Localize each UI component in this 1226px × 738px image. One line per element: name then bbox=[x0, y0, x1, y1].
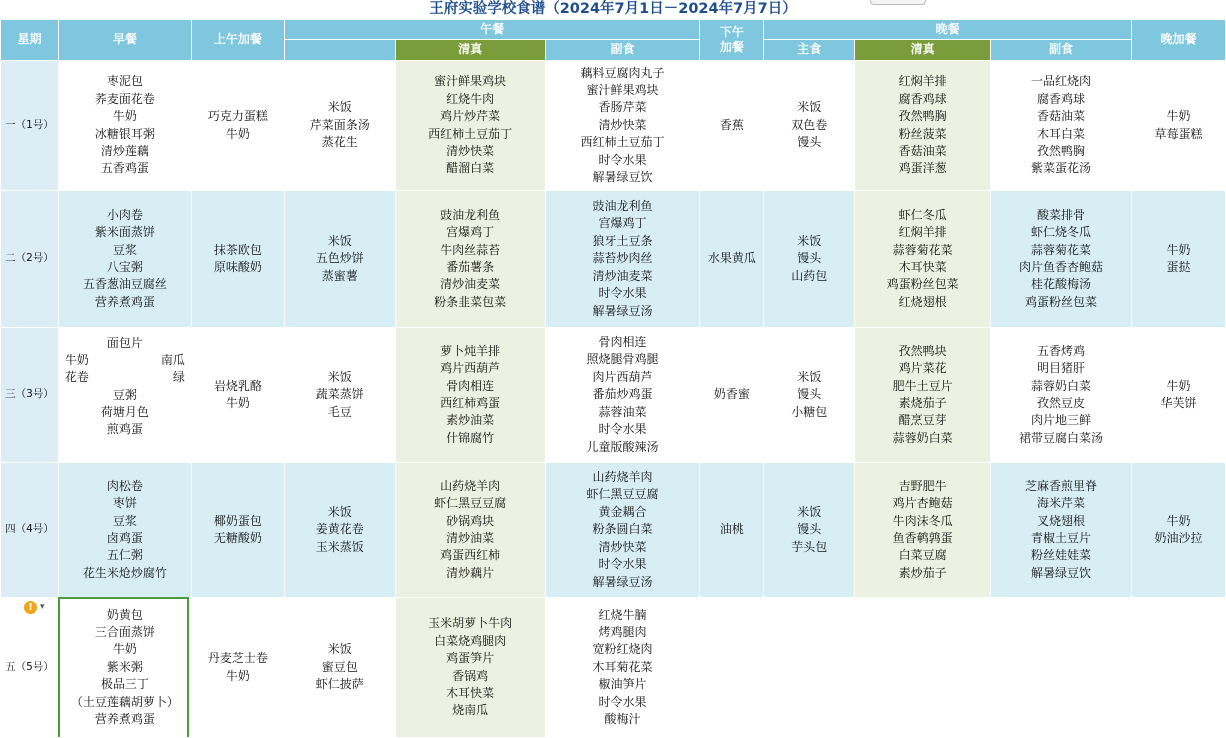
menu-table bbox=[0, 19, 1226, 738]
warning-icon[interactable]: ! bbox=[24, 601, 37, 614]
dinner-side-cell[interactable]: 酸菜排骨 虾仁烧冬瓜 蒜蓉菊花菜 肉片鱼香杏鲍菇 桂花酸梅汤 鸡蛋粉丝包菜 bbox=[991, 191, 1132, 328]
dinner-halal-cell[interactable]: 孜然鸭块 鸡片菜花 肥牛土豆片 素烧茄子 醋烹豆芽 蒜蓉奶白菜 bbox=[855, 328, 991, 463]
table-row bbox=[1, 328, 1226, 463]
header-dinner-halal: 清真 bbox=[855, 40, 991, 61]
lunch-side-cell[interactable]: 山药烧羊肉 虾仁黑豆豆腐 黄金耦合 粉条圆白菜 清炒快菜 时令水果 解暑绿豆汤 bbox=[545, 463, 700, 598]
dinner-halal-cell[interactable]: 虾仁冬瓜 红焖羊排 蒜蓉菊花菜 木耳快菜 鸡蛋粉丝包菜 红烧翅根 bbox=[855, 191, 991, 328]
top-toolbar-button[interactable] bbox=[870, 0, 926, 5]
evening-snack-cell[interactable]: 牛奶 蛋挞 bbox=[1132, 191, 1226, 328]
breakfast-cell[interactable]: 奶黄包 三合面蒸饼 牛奶 紫米粥 极品三丁 （土豆莲藕胡萝卜） 营养煮鸡蛋 bbox=[58, 598, 191, 738]
lunch-staple-cell[interactable]: 米饭 五色炒饼 蒸蜜薯 bbox=[284, 191, 395, 328]
morning-snack-cell[interactable]: 抹茶欧包 原味酸奶 bbox=[191, 191, 284, 328]
lunch-halal-cell[interactable]: 蜜汁鲜果鸡块 红烧牛肉 鸡片炒芹菜 西红柿土豆茄丁 清炒快菜 醋溜白菜 bbox=[395, 61, 545, 191]
morning-snack-cell[interactable]: 椰奶蛋包 无糖酸奶 bbox=[191, 463, 284, 598]
dinner-staple-cell[interactable]: 米饭 馒头 芋头包 bbox=[764, 463, 855, 598]
lunch-halal-cell[interactable]: 豉油龙利鱼 宫爆鸡丁 牛肉丝蒜苔 番茄薯条 清炒油麦菜 粉条韭菜包菜 bbox=[395, 191, 545, 328]
header-lunch-staple bbox=[284, 40, 395, 61]
lunch-halal-cell[interactable]: 山药烧羊肉 虾仁黑豆豆腐 砂锅鸡块 清炒油菜 鸡蛋西红柿 清炒藕片 bbox=[395, 463, 545, 598]
evening-snack-cell[interactable]: 牛奶 草莓蛋糕 bbox=[1132, 61, 1226, 191]
page-title: 王府实验学校食谱（2024年7月1日－2024年7月7日） bbox=[429, 1, 797, 17]
breakfast-item: 花卷 bbox=[64, 370, 89, 384]
header-dinner: 晚餐 bbox=[764, 20, 1132, 40]
dinner-halal-cell[interactable]: 红焖羊排 腐香鸡球 孜然鸭胸 粉丝菠菜 香菇油菜 鸡蛋洋葱 bbox=[855, 61, 991, 191]
day-cell: 一（1号） bbox=[1, 61, 59, 191]
breakfast-cell[interactable]: 枣泥包 荞麦面花卷 牛奶 冰糖银耳粥 清炒莲藕 五香鸡蛋 bbox=[58, 61, 191, 191]
breakfast-cell[interactable] bbox=[58, 328, 191, 463]
afternoon-snack-cell[interactable] bbox=[700, 598, 764, 738]
afternoon-snack-cell[interactable]: 油桃 bbox=[700, 463, 764, 598]
header-morning-snack: 上午加餐 bbox=[191, 20, 284, 61]
morning-snack-cell[interactable]: 巧克力蛋糕 牛奶 bbox=[191, 61, 284, 191]
table-row bbox=[1, 598, 1226, 738]
lunch-halal-cell[interactable]: 玉米胡萝卜牛肉 白菜烧鸡腿肉 鸡蛋笋片 香锅鸡 木耳快菜 烧南瓜 bbox=[395, 598, 545, 738]
lunch-staple-cell[interactable]: 米饭 蔬菜蒸饼 毛豆 bbox=[284, 328, 395, 463]
lunch-halal-cell[interactable]: 萝卜炖羊排 鸡片西葫芦 骨肉相连 西红柿鸡蛋 素炒油菜 什锦腐竹 bbox=[395, 328, 545, 463]
breakfast-item: 豆粥 bbox=[112, 388, 137, 402]
evening-snack-cell[interactable]: 牛奶 华芙饼 bbox=[1132, 328, 1226, 463]
evening-snack-cell[interactable] bbox=[1132, 598, 1226, 738]
day-cell: 三（3号） bbox=[1, 328, 59, 463]
breakfast-item: 绿 bbox=[172, 370, 185, 384]
morning-snack-cell[interactable]: 丹麦芝士卷 牛奶 bbox=[191, 598, 284, 738]
lunch-side-cell[interactable]: 骨肉相连 照烧腿骨鸡腿 肉片西葫芦 番茄炒鸡蛋 蒜蓉油菜 时令水果 儿童版酸辣汤 bbox=[545, 328, 700, 463]
table-row bbox=[1, 463, 1226, 598]
breakfast-cell[interactable]: 肉松卷 枣饼 豆浆 卤鸡蛋 五仁粥 花生米炝炒腐竹 bbox=[58, 463, 191, 598]
header-breakfast: 早餐 bbox=[58, 20, 191, 61]
chevron-down-icon[interactable]: ▾ bbox=[40, 602, 45, 612]
lunch-side-cell[interactable]: 豉油龙利鱼 宫爆鸡丁 狼牙土豆条 蒜苔炒肉丝 清炒油麦菜 时令水果 解暑绿豆汤 bbox=[545, 191, 700, 328]
breakfast-item: 牛奶 bbox=[64, 353, 89, 367]
lunch-side-cell[interactable]: 红烧牛腩 烤鸡腿肉 宽粉红烧肉 木耳菊花菜 椒油笋片 时令水果 酸梅汁 bbox=[545, 598, 700, 738]
header-evening-snack: 晚加餐 bbox=[1132, 20, 1226, 61]
lunch-staple-cell[interactable]: 米饭 蜜豆包 虾仁披萨 bbox=[284, 598, 395, 738]
breakfast-item: 荷塘月色 bbox=[100, 405, 149, 419]
breakfast-item: 南瓜 bbox=[160, 353, 185, 367]
dinner-staple-cell[interactable]: 米饭 馒头 山药包 bbox=[764, 191, 855, 328]
lunch-staple-cell[interactable]: 米饭 芹菜面条汤 蒸花生 bbox=[284, 61, 395, 191]
dinner-side-cell[interactable]: 五香烤鸡 明目猪肝 蒜蓉奶白菜 孜然豆皮 肉片地三鲜 裙带豆腐白菜汤 bbox=[991, 328, 1132, 463]
breakfast-item: 煎鸡蛋 bbox=[106, 422, 143, 436]
lunch-staple-cell[interactable]: 米饭 姜黄花卷 玉米蒸饭 bbox=[284, 463, 395, 598]
dinner-side-cell[interactable] bbox=[991, 598, 1132, 738]
header-day: 星期 bbox=[1, 20, 59, 61]
dinner-staple-cell[interactable]: 米饭 馒头 小糖包 bbox=[764, 328, 855, 463]
breakfast-item: 面包片 bbox=[106, 336, 143, 350]
header-dinner-staple: 主食 bbox=[764, 40, 855, 61]
table-row bbox=[1, 191, 1226, 328]
table-row bbox=[1, 61, 1226, 191]
header-dinner-side: 副食 bbox=[991, 40, 1132, 61]
day-cell: 四（4号） bbox=[1, 463, 59, 598]
breakfast-cell[interactable]: 小肉卷 紫米面蒸饼 豆浆 八宝粥 五香葱油豆腐丝 营养煮鸡蛋 bbox=[58, 191, 191, 328]
header-lunch-halal: 清真 bbox=[395, 40, 545, 61]
evening-snack-cell[interactable]: 牛奶 奶油沙拉 bbox=[1132, 463, 1226, 598]
header-afternoon-snack: 下午 加餐 bbox=[700, 20, 764, 61]
day-cell: 二（2号） bbox=[1, 191, 59, 328]
afternoon-snack-cell[interactable]: 香蕉 bbox=[700, 61, 764, 191]
dinner-staple-cell[interactable]: 米饭 双色卷 馒头 bbox=[764, 61, 855, 191]
lunch-side-cell[interactable]: 藕料豆腐肉丸子 蜜汁鲜果鸡块 香肠芹菜 清炒快菜 西红柿土豆茄丁 时令水果 解暑绿豆饮 bbox=[545, 61, 700, 191]
header-lunch-side: 副食 bbox=[545, 40, 700, 61]
afternoon-snack-cell[interactable]: 水果黄瓜 bbox=[700, 191, 764, 328]
dinner-halal-cell[interactable]: 吉野肥牛 鸡片杏鲍菇 牛肉沫冬瓜 鱼香鹌鹑蛋 白菜豆腐 素炒茄子 bbox=[855, 463, 991, 598]
afternoon-snack-cell[interactable]: 奶香蜜 bbox=[700, 328, 764, 463]
dinner-side-cell[interactable]: 芝麻香煎里脊 海米芹菜 叉烧翅根 青椒土豆片 粉丝娃娃菜 解暑绿豆饮 bbox=[991, 463, 1132, 598]
header-lunch: 午餐 bbox=[284, 20, 700, 40]
morning-snack-cell[interactable]: 岩烧乳酪 牛奶 bbox=[191, 328, 284, 463]
dinner-side-cell[interactable]: 一品红烧肉 腐香鸡球 香菇油菜 木耳白菜 孜然鸭胸 紫菜蛋花汤 bbox=[991, 61, 1132, 191]
dinner-staple-cell[interactable] bbox=[764, 598, 855, 738]
dinner-halal-cell[interactable] bbox=[855, 598, 991, 738]
day-cell: 五（5号） bbox=[1, 598, 59, 738]
